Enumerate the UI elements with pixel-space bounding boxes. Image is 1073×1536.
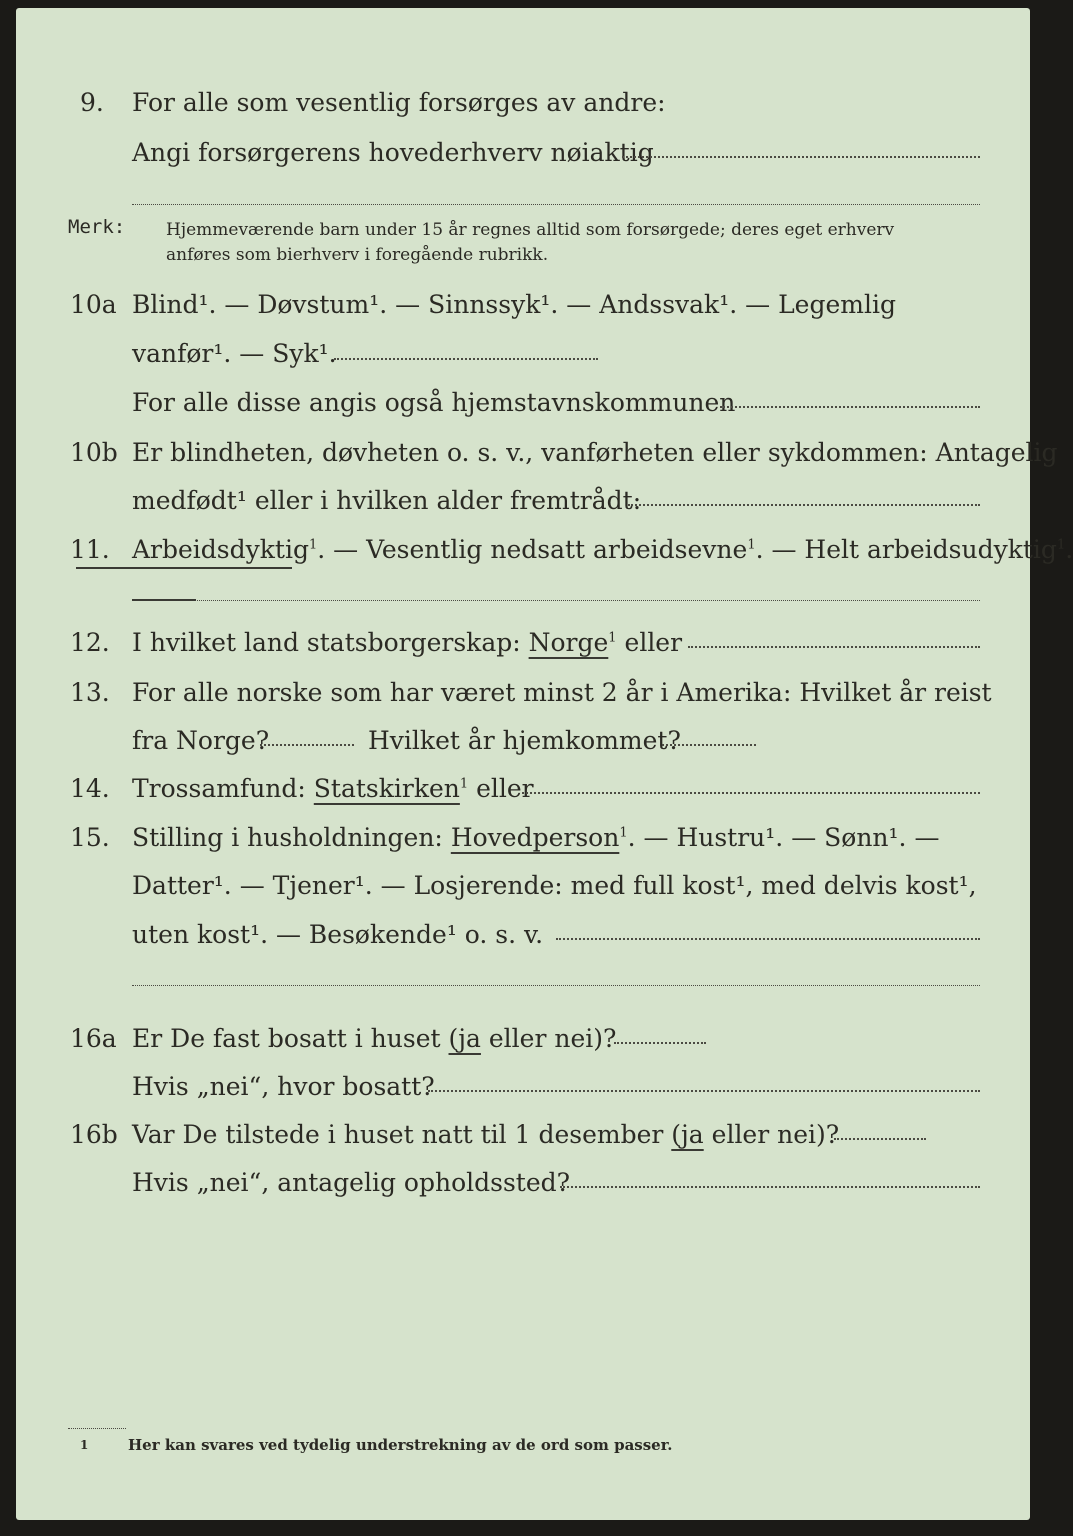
q11-line [132, 535, 1073, 565]
q10b-line1: Er blindheten, døvheten o. s. v., vanførheten eller sykdommen: Antagelig [132, 438, 1058, 467]
footnote-text: Her kan svares ved tydelig understrekning av de ord som passer. [128, 1436, 673, 1454]
q11-period: . [1065, 535, 1073, 564]
q11-sup-1: 1 [308, 537, 318, 553]
q13-line2a: fra Norge? [132, 726, 270, 755]
q12-sup: 1 [608, 630, 617, 646]
q15-question: Stilling i husholdningen: [132, 823, 443, 852]
q16b-opholdssted-line[interactable] [560, 1186, 980, 1188]
q16a-line1 [132, 1024, 616, 1054]
q16a-question: Er De fast bosatt i huset [132, 1024, 441, 1053]
footnote-rule [68, 1428, 126, 1429]
q10a-number: 10a [70, 290, 117, 319]
q15-line3: uten kost¹. — Besøkende¹ o. s. v. [132, 920, 544, 949]
q14-number: 14. [70, 774, 110, 803]
q11-nedsatt: . — Vesentlig nedsatt arbeidsevne [317, 535, 748, 564]
q13-line2b: Hvilket år hjemkommet? [368, 726, 681, 755]
q16a-number: 16a [70, 1024, 117, 1053]
q13-number: 13. [70, 678, 110, 707]
q10b-answer-line[interactable] [628, 504, 980, 506]
q9-line1: For alle som vesentlig forsørges av andre: [132, 88, 666, 117]
q11-handwritten-dash [132, 599, 196, 601]
q11-sup-3: 1 [1056, 537, 1066, 553]
q15-hovedperson: Hovedperson [450, 823, 620, 852]
q16b-eller-nei: eller nei)? [703, 1120, 840, 1149]
q16a-answer-line[interactable] [614, 1042, 706, 1044]
q16a-eller-nei: eller nei)? [480, 1024, 617, 1053]
q9-line2: Angi forsørgerens hovederhverv nøiaktig [132, 138, 654, 167]
q11-handwritten-underline [76, 567, 292, 569]
q15-number: 15. [70, 823, 110, 852]
q11-arbeidsdyktig: Arbeidsdyktig [132, 535, 309, 564]
q14-sup: 1 [459, 776, 469, 792]
q9-answer-line[interactable] [622, 156, 980, 158]
q12-norge: Norge [528, 628, 609, 657]
q15-sup: 1 [619, 825, 628, 841]
q12-answer-line[interactable] [688, 646, 980, 648]
q12-eller: eller [616, 628, 683, 657]
q14-line [132, 774, 534, 804]
q16b-question: Var De tilstede i huset natt til 1 desember [132, 1120, 664, 1149]
q10a-line1: Blind¹. — Døvstum¹. — Sinnssyk¹. — Andssvak¹. — Legemlig [132, 290, 896, 319]
q16a-ja: (ja [448, 1024, 481, 1053]
q11-answer-line[interactable] [132, 600, 980, 601]
q15-line1 [132, 823, 939, 853]
q16b-line1 [132, 1120, 839, 1150]
q14-eller: eller [468, 774, 534, 803]
q11-sup-2: 1 [747, 537, 756, 553]
q13-line1: For alle norske som har været minst 2 år i Amerika: Hvilket år reist [132, 678, 992, 707]
census-form-page [16, 8, 1073, 1520]
q9-answer-line-2[interactable] [132, 204, 980, 205]
footnote-mark: 1 [80, 1438, 89, 1452]
q11-number: 11. [70, 535, 110, 564]
q13-reist-line[interactable] [260, 744, 354, 746]
q15-options: . — Hustru¹. — Sønn¹. — [627, 823, 940, 852]
merk-line1: Hjemmeværende barn under 15 år regnes alltid som forsørgede; deres eget erhverv [166, 220, 895, 240]
q13-hjemkommet-line[interactable] [662, 744, 756, 746]
q16b-answer-line[interactable] [834, 1138, 926, 1140]
q12-question: I hvilket land statsborgerskap: [132, 628, 521, 657]
q12-line [132, 628, 682, 658]
q10a-line3: For alle disse angis også hjemstavnskommunen [132, 388, 736, 417]
q10a-answer-line[interactable] [334, 358, 598, 360]
q15-answer-line[interactable] [556, 938, 980, 940]
merk-label: Merk: [68, 216, 126, 238]
q14-question: Trossamfund: [132, 774, 306, 803]
q10a-line2: vanfør¹. — Syk¹. [132, 339, 337, 368]
q10a-hjemstavn-line[interactable] [720, 406, 980, 408]
q14-answer-line[interactable] [522, 792, 980, 794]
q16b-number: 16b [70, 1120, 118, 1149]
q16a-line2: Hvis „nei“, hvor bosatt? [132, 1072, 435, 1101]
q12-number: 12. [70, 628, 110, 657]
q15-line2: Datter¹. — Tjener¹. — Losjerende: med full kost¹, med delvis kost¹, [132, 871, 977, 900]
q9-number: 9. [80, 88, 104, 117]
q16a-bosatt-line[interactable] [428, 1090, 980, 1092]
q14-statskirken: Statskirken [313, 774, 460, 803]
q10b-number: 10b [70, 438, 118, 467]
q15-answer-line-2[interactable] [132, 985, 980, 986]
q11-udyktig: . — Helt arbeidsudyktig [755, 535, 1057, 564]
q16b-line2: Hvis „nei“, antagelig opholdssted? [132, 1168, 571, 1197]
q10b-line2: medfødt¹ eller i hvilken alder fremtrådt: [132, 486, 642, 515]
merk-line2: anføres som bierhverv i foregående rubrikk. [166, 245, 549, 265]
q16b-ja: (ja [671, 1120, 704, 1149]
